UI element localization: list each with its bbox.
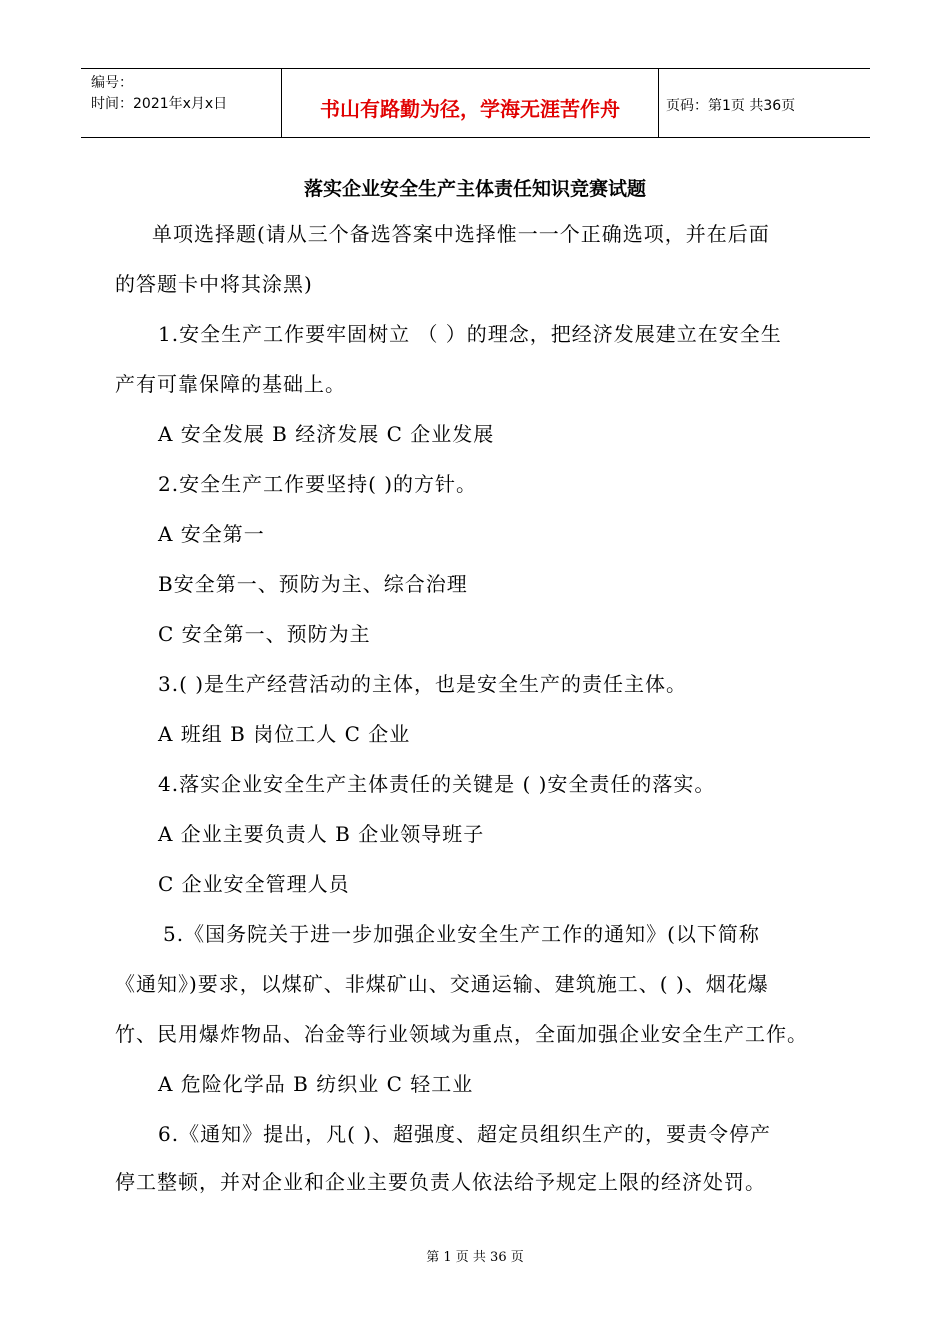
text-line: 产有可靠保障的基础上。 bbox=[115, 372, 346, 396]
page-info: 页码：第1页 共36页 bbox=[666, 98, 796, 114]
header-left-cell bbox=[81, 69, 281, 137]
text-line: 竹、民用爆炸物品、冶金等行业领域为重点，全面加强企业安全生产工作。 bbox=[115, 1022, 808, 1046]
header-table bbox=[81, 68, 870, 138]
text-line: A 班组 B 岗位工人 C 企业 bbox=[158, 722, 411, 746]
time-label: 时间：2021年x月x日 bbox=[91, 96, 228, 112]
header-right-cell bbox=[658, 69, 870, 137]
text-line: 5.《国务院关于进一步加强企业安全生产工作的通知》(以下简称 bbox=[163, 922, 760, 946]
page-footer: 第 1 页 共 36 页 bbox=[426, 1250, 524, 1265]
text-line: C 企业安全管理人员 bbox=[158, 872, 350, 896]
text-line: 的答题卡中将其涂黑) bbox=[115, 272, 313, 296]
text-line: 《通知》)要求，以煤矿、非煤矿山、交通运输、建筑施工、( )、烟花爆 bbox=[115, 972, 769, 996]
code-label: 编号： bbox=[91, 75, 133, 91]
text-line: 停工整顿，并对企业和企业主要负责人依法给予规定上限的经济处罚。 bbox=[115, 1170, 766, 1194]
text-line: 1.安全生产工作要牢固树立 （ ）的理念，把经济发展建立在安全生 bbox=[158, 322, 782, 346]
text-line: A 危险化学品 B 纺织业 C 轻工业 bbox=[158, 1072, 474, 1096]
text-line: A 企业主要负责人 B 企业领导班子 bbox=[158, 822, 485, 846]
text-line: C 安全第一、预防为主 bbox=[158, 622, 371, 646]
text-line: 2.安全生产工作要坚持( )的方针。 bbox=[158, 472, 478, 496]
motto: 书山有路勤为径，学海无涯苦作舟 bbox=[320, 97, 620, 121]
text-line: 3.( )是生产经营活动的主体，也是安全生产的责任主体。 bbox=[158, 672, 688, 696]
text-line: A 安全发展 B 经济发展 C 企业发展 bbox=[158, 422, 495, 446]
text-line: 单项选择题(请从三个备选答案中选择惟一一个正确选项，并在后面 bbox=[152, 222, 770, 246]
text-line: B安全第一、预防为主、综合治理 bbox=[158, 572, 468, 596]
text-line: A 安全第一 bbox=[158, 522, 265, 546]
text-line: 4.落实企业安全生产主体责任的关键是 ( )安全责任的落实。 bbox=[158, 772, 716, 796]
header-center-cell bbox=[281, 69, 659, 137]
document-title: 落实企业安全生产主体责任知识竞赛试题 bbox=[303, 178, 646, 200]
text-line: 6.《通知》提出，凡( )、超强度、超定员组织生产的，要责令停产 bbox=[158, 1122, 772, 1146]
